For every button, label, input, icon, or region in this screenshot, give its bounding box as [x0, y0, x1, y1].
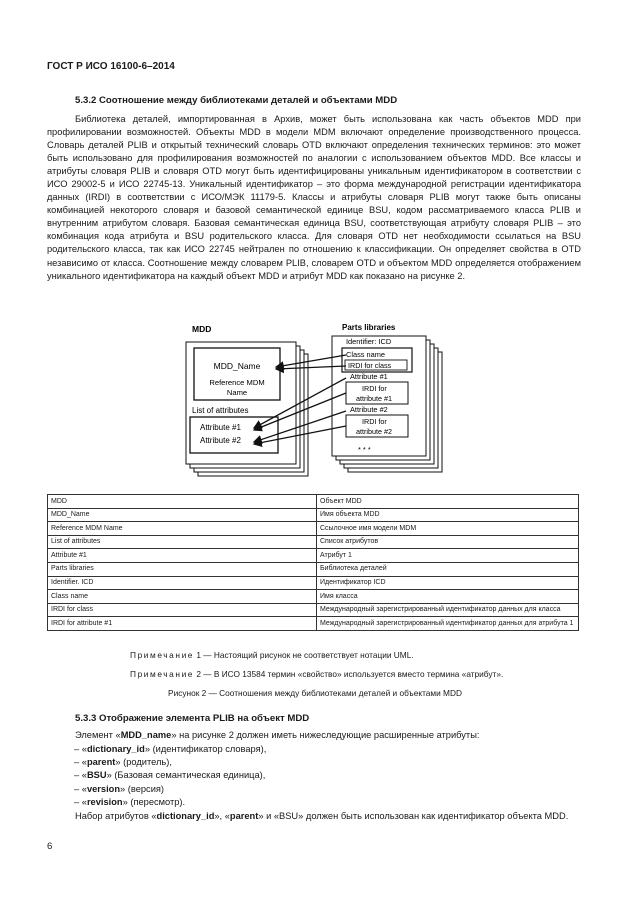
legend-term: MDD [48, 495, 317, 509]
legend-translation: Имя объекта MDD [317, 508, 579, 522]
legend-translation: Международный зарегистрированный идентификатор данных для класса [317, 603, 579, 617]
section-5-3-3-heading: 5.3.3 Отображение элемента PLIB на объект MDD [75, 713, 310, 724]
figure-2-diagram [150, 318, 480, 488]
identifier-text: Identifier: ICD [346, 337, 392, 346]
legend-term: IRDI for class [48, 603, 317, 617]
mdd-name-text: MDD_Name [213, 361, 261, 371]
list-item: – «revision» (пересмотр). [74, 796, 186, 807]
legend-term: List of attributes [48, 535, 317, 549]
legend-term: MDD_Name [48, 508, 317, 522]
intro-bold: MDD_name [120, 730, 172, 740]
legend-term: Parts libraries [48, 562, 317, 576]
list-item: – «BSU» (Базовая семантическая единица), [74, 770, 266, 781]
legend-row [48, 576, 579, 590]
legend-row [48, 590, 579, 604]
legend-row [48, 549, 579, 563]
legend-translation: Ссылочное имя модели MDM [317, 522, 579, 536]
legend-term: Class name [48, 590, 317, 604]
note-2 [130, 669, 503, 679]
legend-row [48, 508, 579, 522]
reference-mdm-text: Reference MDM [209, 378, 265, 387]
page-number: 6 [47, 841, 53, 852]
document-header: ГОСТ Р ИСО 16100-6–2014 [47, 61, 175, 72]
legend-row [48, 617, 579, 631]
irdi-attribute-1-text: attribute #1 [356, 394, 392, 403]
note-1-label: Примечание [130, 650, 195, 660]
note-1-text: 1 — Настоящий рисунок не соответствует нотации UML. [196, 650, 414, 660]
intro-pre: Элемент « [75, 730, 121, 740]
figure-caption: Рисунок 2 — Соотношения между библиотеками деталей и объектами MDD [168, 688, 462, 698]
legend-term: Identifier. ICD [48, 576, 317, 590]
irdi-attribute-2-text: attribute #2 [356, 427, 392, 436]
list-item: – «parent» (родитель), [74, 757, 172, 768]
section-5-3-3-closing: Набор атрибутов «dictionary_id», «parent» и «BSU» должен быть использован как идентификатор объекта MDD. [75, 811, 569, 821]
mdd-attribute-1: Attribute #1 [200, 423, 241, 432]
legend-table [47, 494, 579, 631]
list-of-attributes-text: List of attributes [192, 406, 249, 415]
irdi-for-text-2: IRDI for [362, 417, 387, 426]
legend-row [48, 495, 579, 509]
legend-row [48, 535, 579, 549]
irdi-for-text-1: IRDI for [362, 384, 387, 393]
mdd-label: MDD [192, 324, 212, 334]
legend-translation: Библиотека деталей [317, 562, 579, 576]
section-5-3-2-paragraph: Библиотека деталей, импортированная в Архив, может быть использована как часть объектов MDD при профилировании возможностей. Объекты MDD в модели MDM включают определение производственного процесса. Словарь деталей PLIB и открытый технический словарь OTD включают определения технических терминов: это может быть использовано для профилирования возможностей по аналогии с использованием объектов MDD. Все классы и атрибуты словаря PLIB и словаря OTD могут быть идентифицированы уникальным идентификатором в соответствии с ИСО 29002-5 и ИСО 22745-13. Уникальный идентификатор – это форма международной регистрации идентификатора данных (IRDI) в соответствии с ИСО/МЭК 11179-5. Классы и атрибуты словаря PLIB могут также быть описаны комбинацией некоторого словаря и базовой семантической единице BSU, кодом рассматриваемого класса PLIB и внутренним атрибутом словаря. Базовая семантическая единица BSU, соответствующая атрибуту словаря PLIB – это комбинация кода атрибута и BSU родительского класса. Для словаря OTD нет необходимости ссылаться на BSU родительского класса, так как ИСО 22745 нейтрален по отношению к классификации. Он определяет свойства в OTD независимо от класса. Соотношение между словарем PLIB, словарем OTD и объектом MDD определяется отображением уникального идентификатора на каждый объект MDD и атрибут MDD как показано на рисунке 2. [47, 114, 581, 281]
list-item: – «version» (версия) [74, 783, 165, 794]
list-item: – «dictionary_id» (идентификатор словаря), [74, 744, 267, 754]
parts-libraries-label: Parts libraries [342, 323, 396, 332]
legend-translation: Имя класса [317, 590, 579, 604]
section-5-3-2-heading: 5.3.2 Соотношение между библиотеками деталей и объектами MDD [75, 95, 398, 106]
legend-row [48, 603, 579, 617]
attribute-list [74, 743, 266, 809]
legend-translation: Международный зарегистрированный идентификатор данных для атрибута 1 [317, 617, 579, 631]
legend-term: Attribute #1 [48, 549, 317, 563]
legend-translation: Идентификатор ICD [317, 576, 579, 590]
legend-term: IRDI for attribute #1 [48, 617, 317, 631]
legend-term: Reference MDM Name [48, 522, 317, 536]
parts-attribute-1: Attribute #1 [350, 372, 388, 381]
legend-row [48, 522, 579, 536]
parts-attribute-2: Attribute #2 [350, 405, 388, 414]
note-1 [130, 650, 414, 660]
legend-translation: Атрибут 1 [317, 549, 579, 563]
note-2-label: Примечание [130, 669, 195, 679]
class-name-text: Class name [346, 350, 386, 359]
note-2-text: 2 — В ИСО 13584 термин «свойство» используется вместо термина «атрибут». [196, 669, 504, 679]
mdd-attribute-2: Attribute #2 [200, 436, 241, 445]
ellipsis-text: * * * [358, 445, 371, 454]
legend-translation: Список атрибутов [317, 535, 579, 549]
legend-translation: Объект MDD [317, 495, 579, 509]
intro-post: » на рисунке 2 должен иметь нижеследующие расширенные атрибуты: [171, 730, 480, 740]
reference-name-text: Name [226, 388, 248, 397]
legend-row [48, 562, 579, 576]
irdi-class-text: IRDI for class [348, 361, 392, 370]
section-5-3-3-intro [75, 730, 479, 740]
